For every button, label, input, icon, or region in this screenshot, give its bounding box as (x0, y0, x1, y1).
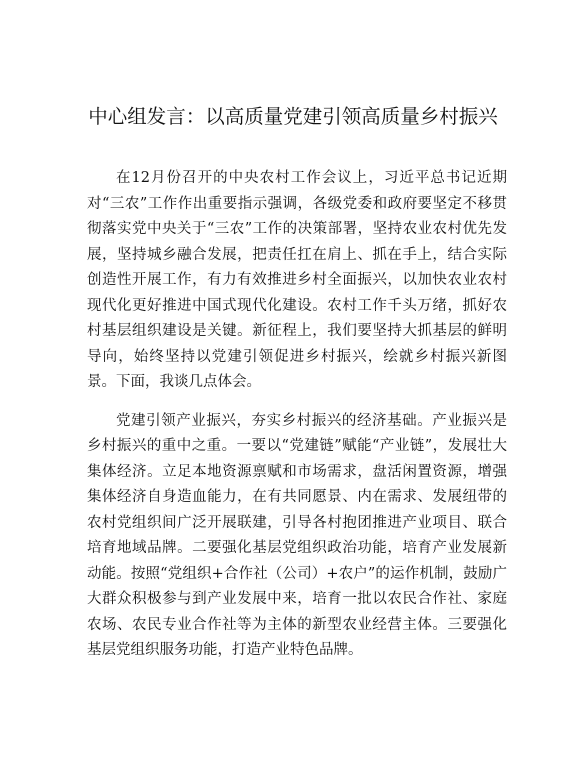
document-title: 中心组发言：以高质量党建引领高质量乡村振兴 (88, 105, 498, 128)
paragraph-industry-revitalization: 党建引领产业振兴，夯实乡村振兴的经济基础。产业振兴是乡村振兴的重中之重。一要以“党建链”赋能“产业链”，发展壮大集体经济。立足本地资源禀赋和市场需求，盘活闲置资源，增强集体经济自身造血能力，在有共同愿景、内在需求、发展纽带的农村党组织间广泛开展联建，引导各村抱团推进产业项目、联合培育地域品牌。二要强化基层党组织政治功能，培育产业发展新动能。按照“党组织+合作社（公司）+农户”的运作机制，鼓励广大群众积极参与到产业发展中来，培育一批以农民合作社、家庭农场、农民专业合作社等为主体的新型农业经营主体。三要强化基层党组织服务功能，打造产业特色品牌。 (87, 412, 507, 658)
document-body (87, 166, 507, 677)
paragraph-intro: 在12月份召开的中央农村工作会议上，习近平总书记近期对“三农”工作作出重要指示强调，各级党委和政府要坚定不移贯彻落实党中央关于“三农”工作的决策部署，坚持农业农村优先发展，坚持城乡融合发展，把责任扛在肩上、抓在手上，结合实际创造性开展工作，有力有效推进乡村全面振兴，以加快农业农村现代化更好推进中国式现代化建设。农村工作千头万绪，抓好农村基层组织建设是关键。新征程上，我们要坚持大抓基层的鲜明导向，始终坚持以党建引领促进乡村振兴，绘就乡村振兴新图景。下面，我谈几点体会。 (87, 170, 507, 390)
